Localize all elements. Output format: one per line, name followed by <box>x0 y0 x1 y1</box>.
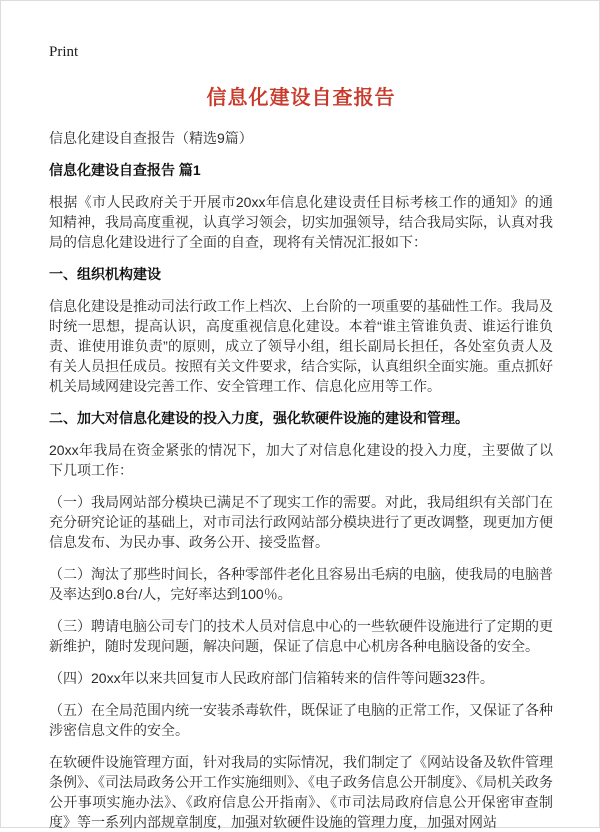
paragraph-management: 在软硬件设施管理方面，针对我局的实际情况，我们制定了《网站设备及软件管理条例》、《司法局政务公开工作实施细则》、《电子政务信息公开制度》、《局机关政务公开事项实施办法》、《政府信息公开指南》、《市司法局政府信息公开保密审查制度》等一系列内部规章制度，加强对软硬件设施的管理力度，加强对网站 <box>49 754 553 831</box>
paragraph-item-5: （五）在全局范围内统一安装杀毒软件，既保证了电脑的正常工作，又保证了各种涉密信息文件的安全。 <box>49 702 553 739</box>
paragraph-item-2: （二）淘汰了那些时间长，各种零部件老化且容易出毛病的电脑，使我局的电脑普及率达到0.8台/人，完好率达到100％。 <box>49 566 553 603</box>
paragraph-org-structure: 信息化建设是推动司法行政工作上档次、上台阶的一项重要的基础性工作。我局及时统一思想，提高认识，高度重视信息化建设。本着“谁主管谁负责、谁运行谁负责、谁使用谁负责”的原则，成立了领导小组，组长副局长担任，各处室负责人及有关人员担任成员。按照有关文件要求，结合实际，认真组织全面实施。重点抓好机关局域网建设完善工作、安全管理工作、信息化应用等工作。 <box>49 298 553 395</box>
paragraph-investment-intro: 20xx年我局在资金紧张的情况下，加大了对信息化建设的投入力度，主要做了以下几项工作： <box>49 442 553 479</box>
document-page <box>1 1 600 829</box>
paragraph-item-4: （四）20xx年以来共回复市人民政府部门信箱转来的信件等问题323件。 <box>49 670 494 687</box>
section-heading-part1: 信息化建设自查报告 篇1 <box>49 162 201 179</box>
paragraph-item-1: （一）我局网站部分模块已满足不了现实工作的需要。对此，我局组织有关部门在充分研究论证的基础上，对市司法行政网站部分模块进行了更改调整，现更加方便信息发布、为民办事、政务公开、接受监督。 <box>49 494 553 551</box>
section-heading-2: 二、加大对信息化建设的投入力度，强化软硬件设施的建设和管理。 <box>49 410 469 427</box>
paragraph-intro: 根据《市人民政府关于开展市20xx年信息化建设责任目标考核工作的通知》的通知精神，我局高度重视，认真学习领会，切实加强领导，结合我局实际，认真对我局的信息化建设进行了全面的自查，现将有关情况汇报如下： <box>49 194 553 251</box>
print-link[interactable]: Print <box>49 44 79 60</box>
subtitle-line: 信息化建设自查报告（精选9篇） <box>49 130 253 146</box>
section-heading-1: 一、组织机构建设 <box>49 266 161 283</box>
paragraph-item-3: （三）聘请电脑公司专门的技术人员对信息中心的一些软硬件设施进行了定期的更新维护，随时发现问题，解决问题，保证了信息中心机房各种电脑设备的安全。 <box>49 618 553 655</box>
page-title: 信息化建设自查报告 <box>206 87 396 109</box>
